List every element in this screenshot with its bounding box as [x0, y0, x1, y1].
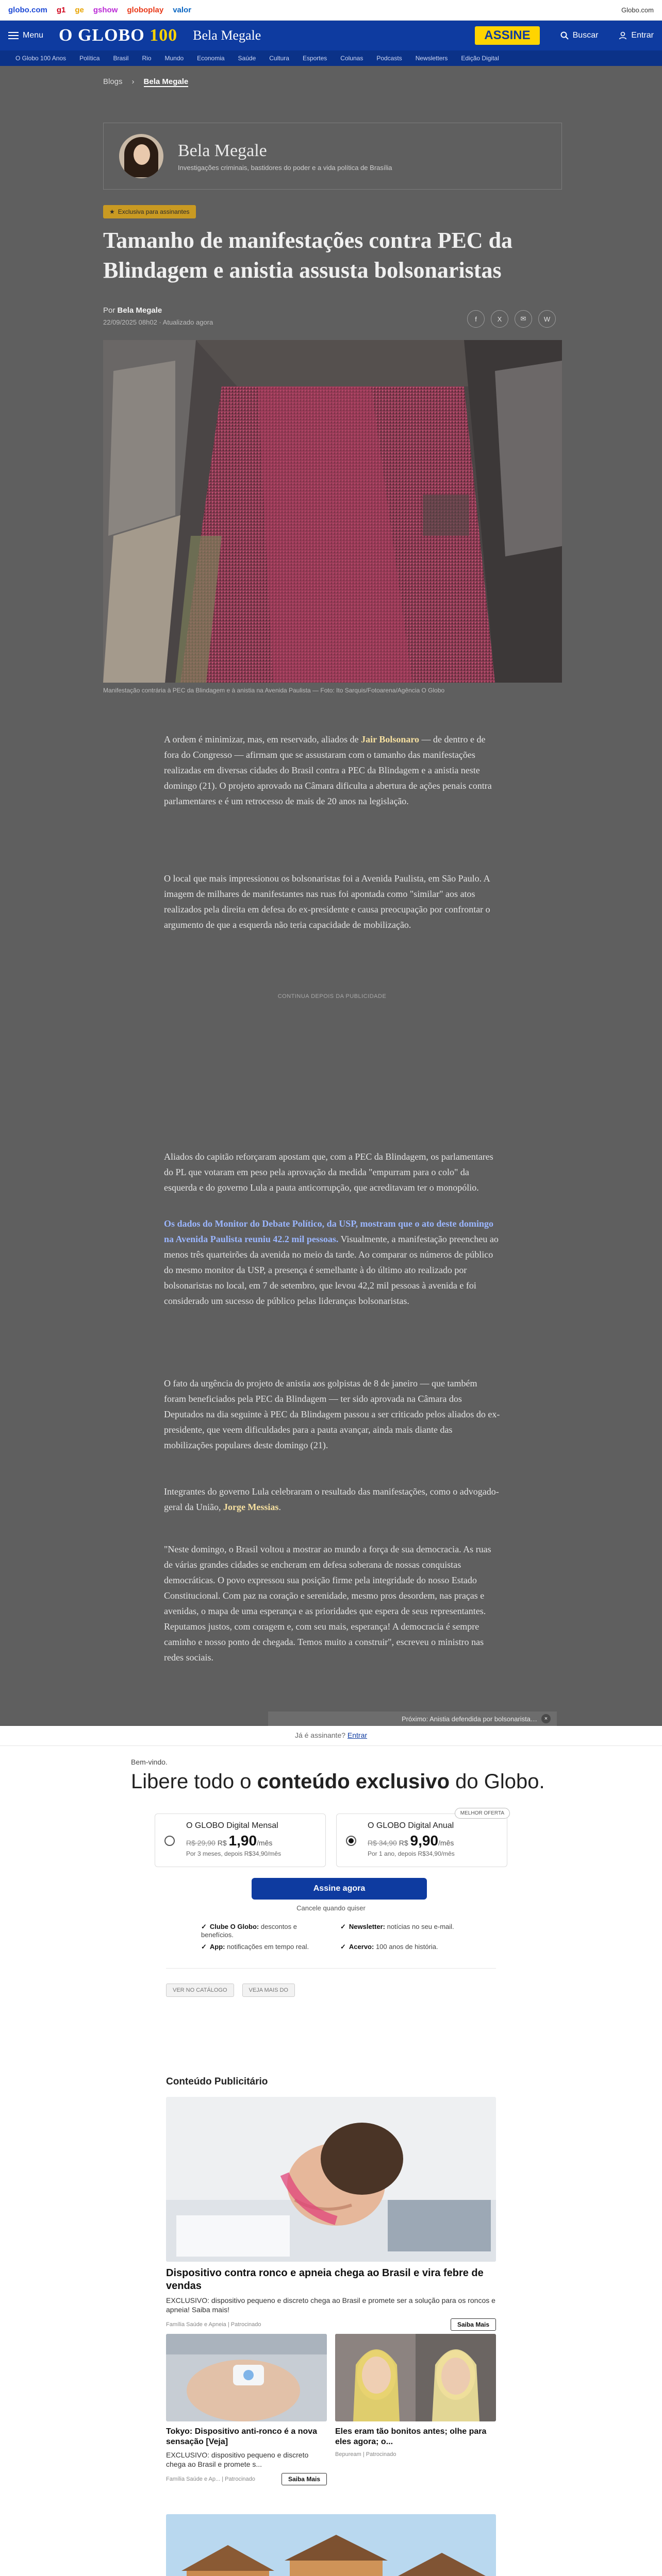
menu-label: Menu — [23, 31, 44, 40]
breadcrumb-current[interactable]: Bela Megale — [143, 77, 189, 86]
benefit-item: ✓ Acervo: 100 anos de história. — [340, 1943, 438, 1951]
nav-item[interactable]: Saúde — [238, 55, 256, 62]
exclusive-badge: ★ Exclusiva para assinantes — [103, 205, 196, 218]
photo-caption: Manifestação contrária à PEC da Blindagem e à anistia na Avenida Paulista — Foto: Ito Sarquis/Fotoarena/Agência O Globo — [103, 687, 445, 694]
cancel-anytime: Cancele quando quiser — [296, 1904, 366, 1912]
subscribe-now-button[interactable]: Assine agora — [252, 1878, 427, 1900]
ad-label: CONTINUA DEPOIS DA PUBLICIDADE — [277, 993, 387, 999]
inline-link[interactable]: Jair Bolsonaro — [361, 734, 420, 744]
promo-description: EXCLUSIVO: dispositivo pequeno e discreto chega ao Brasil e promete ser a solução para os roncos e apneia! Saiba mais! — [166, 2296, 495, 2314]
promo-image — [166, 2514, 496, 2576]
article-paragraph: O local que mais impressionou os bolsonaristas foi a Avenida Paulista, em São Paulo. A imagem de milhares de manifestantes nas ruas foi apontada como "similar" aos atos realizados pela direita em defesa do ex-presidente e causa preocupação por confrontar o argumento de que a esquerda não teria capacidade de mobilização. — [164, 873, 490, 930]
article-paragraph: Aliados do capitão reforçaram apostam que, com a PEC da Blindagem, os parlamentares do PL que votaram em peso pela aprovação da medida "empurram para o colo" da esquerda e do governo Lula a pauta anticorrupção, que acreditavam ter o monopólio. — [164, 1151, 493, 1193]
radio-button-selected[interactable] — [346, 1836, 356, 1846]
plan-price: R$ 34,90 R$ 9,90/mês — [368, 1833, 454, 1849]
promo-title[interactable]: Eles eram tão bonitos antes; olhe para eles agora; o... — [335, 2427, 487, 2446]
whatsapp-icon[interactable]: W — [538, 310, 556, 328]
nav-item[interactable]: Economia — [197, 55, 225, 62]
promo-image — [166, 2334, 327, 2421]
next-article-bar[interactable] — [268, 1711, 557, 1726]
benefit-item: ✓ Newsletter: notícias no seu e-mail. — [340, 1923, 454, 1930]
author-avatar — [119, 134, 163, 178]
net-link-globoplay[interactable]: globoplay — [127, 6, 164, 14]
share-buttons — [467, 310, 556, 328]
promo-description: EXCLUSIVO: dispositivo pequeno e discreto chega ao Brasil e promete s... — [166, 2451, 309, 2468]
login-link[interactable]: Entrar — [347, 1731, 368, 1739]
net-link-valor[interactable]: valor — [173, 6, 192, 14]
breadcrumb-root[interactable]: Blogs — [103, 77, 123, 86]
nav-item[interactable]: Esportes — [302, 55, 327, 62]
facebook-icon[interactable]: f — [467, 310, 485, 328]
article-paragraph: Os dados do Monitor do Debate Político, da USP, mostram que o ato deste domingo na Avenida Paulista reuniu 42.2 mil pessoas. Visualmente, a manifestação preencheu ao menos três quarteirões da avenida no meio da tarde. Ao comparar os números de público do mesmo monitor da USP, a presença é semelhante à do último ato realizado por bolsonaristas no local, em 7 de setembro, que levou 42,2 mil pessoas à avenida e foi considerado um sucesso de público pelas lideranças bolsonaristas. — [164, 1218, 499, 1306]
benefit-item: ✓ Clube O Globo: descontos e benefícios. — [201, 1923, 297, 1939]
best-offer-tag: MELHOR OFERTA — [455, 1808, 510, 1819]
section-title[interactable]: Bela Megale — [193, 28, 261, 43]
promo-title[interactable]: Tokyo: Dispositivo anti-ronco é a nova sensação [Veja] — [166, 2427, 318, 2446]
search-label: Buscar — [572, 31, 599, 40]
email-icon[interactable]: ✉ — [515, 310, 532, 328]
plan-name: O GLOBO Digital Mensal — [186, 1821, 278, 1830]
promo-meta: Bepuream | Patrocinado — [335, 2451, 396, 2458]
catalog-button[interactable]: VER NO CATÁLOGO — [166, 1984, 234, 1997]
benefit-item: ✓ App: notificações em tempo real. — [201, 1943, 309, 1951]
author-name: Bela Megale — [178, 141, 267, 160]
plan-price: R$ 29,90 R$ 1,90/mês — [186, 1833, 273, 1849]
nav-item[interactable]: Cultura — [269, 55, 289, 62]
promo-title[interactable]: Dispositivo contra ronco e apneia chega ao Brasil e vira febre de vendas — [166, 2267, 484, 2292]
search-icon — [560, 31, 569, 40]
account-link[interactable]: Globo.com — [621, 6, 654, 14]
benefits-list — [201, 1923, 469, 1951]
nav-item[interactable]: Brasil — [113, 55, 129, 62]
plan-note: Por 3 meses, depois R$34,90/mês — [186, 1850, 282, 1857]
nav-item[interactable]: Mundo — [164, 55, 184, 62]
search-button[interactable] — [560, 31, 599, 40]
close-icon[interactable]: × — [541, 1714, 551, 1723]
promo-meta: Família Saúde e Ap... | Patrocinado Saiba Mais — [166, 2473, 327, 2485]
network-bar — [0, 0, 662, 21]
x-icon[interactable]: X — [491, 310, 508, 328]
star-icon: ★ — [109, 208, 115, 215]
net-link-ge[interactable]: ge — [75, 6, 84, 14]
plan-note: Por 1 ano, depois R$34,90/mês — [368, 1850, 455, 1857]
site-logo[interactable]: O GLOBO 100 — [59, 26, 178, 45]
small-buttons — [166, 1984, 295, 1997]
learn-more-button[interactable]: Saiba Mais — [282, 2473, 327, 2485]
site-header — [0, 21, 662, 50]
promo-card[interactable] — [335, 2334, 496, 2458]
promo-card[interactable] — [166, 2097, 496, 2331]
inline-link[interactable]: Jorge Messias — [223, 1502, 279, 1512]
check-icon: ✓ — [340, 1923, 346, 1930]
net-link-gshow[interactable]: gshow — [93, 6, 118, 14]
nav-item[interactable]: Política — [79, 55, 100, 62]
divider — [0, 1745, 662, 1746]
nav-item[interactable]: Colunas — [340, 55, 363, 62]
user-icon — [619, 31, 627, 40]
nav-item[interactable]: O Globo 100 Anos — [15, 55, 67, 62]
breadcrumb — [103, 77, 188, 87]
next-article-label: Próximo: Anistia defendida por bolsonarista… — [401, 1715, 537, 1723]
nav-item[interactable]: Newsletters — [415, 55, 448, 62]
breadcrumb-separator: › — [131, 77, 135, 86]
promo-heading: Conteúdo Publicitário — [166, 2076, 268, 2087]
article-headline: Tamanho de manifestações contra PEC da Blindagem e anistia assusta bolsonaristas — [103, 228, 513, 283]
check-icon: ✓ — [340, 1943, 346, 1951]
nav-item[interactable]: Edição Digital — [461, 55, 499, 62]
author-description: Investigações criminais, bastidores do poder e a vida política de Brasília — [178, 163, 392, 172]
article-photo[interactable] — [103, 340, 562, 683]
net-link-g1[interactable]: g1 — [56, 6, 66, 14]
divider — [166, 1968, 496, 1969]
promo-card[interactable] — [166, 2514, 496, 2576]
author-card[interactable] — [103, 123, 562, 190]
plan-monthly[interactable] — [155, 1814, 326, 1867]
already-subscriber: Já é assinante? Entrar — [294, 1731, 368, 1739]
byline: Por Bela Megale — [103, 306, 162, 315]
plan-name: O GLOBO Digital Anual — [368, 1821, 454, 1830]
promo-image — [166, 2097, 496, 2262]
menu-button[interactable] — [8, 31, 43, 40]
radio-button[interactable] — [164, 1836, 175, 1846]
section-nav — [0, 50, 662, 66]
paywall-modal — [0, 1726, 662, 2576]
promo-card[interactable] — [166, 2334, 327, 2485]
see-more-button[interactable]: VEJA MAIS DO — [242, 1984, 295, 1997]
inline-link[interactable]: Os dados do Monitor do Debate Político, da USP, mostram que o ato deste domingo na Avenida Paulista reuniu 42.2 mil pessoas. — [164, 1218, 494, 1244]
check-icon: ✓ — [201, 1923, 207, 1930]
article-paragraph: "Neste domingo, o Brasil voltou a mostrar ao mundo a força de sua democracia. As ruas de várias grandes cidades se encheram em defesa soberana de nossas conquistas democráticas. O povo expressou sua posição firme pela integridade do nosso Estado Constitucional. Com paz na coração e serenidade, mesmo pros desordem, nas praças e avenidas, o mapa de uma esperança e as prioridades que espera de seus representantes. Reputamos justos, com coragem e, com seu mais, esperança! A democracia é sempre caminho e nosso ponto de chegada. Temos muito a construir", escreveu o ministro nas redes sociais. — [164, 1544, 491, 1663]
nav-item[interactable]: Rio — [142, 55, 152, 62]
login-label: Entrar — [631, 31, 654, 40]
paywall-welcome: Bem-vindo. — [131, 1758, 168, 1766]
subscribe-button[interactable]: ASSINE — [475, 26, 539, 45]
article-paragraph: A ordem é minimizar, mas, em reservado, aliados de Jair Bolsonaro — de dentro e de fora do Congresso — afirmam que se assustaram com o tamanho das manifestações realizadas em diversas cidades do Brasil contra a PEC da Blindagem e a anistia neste domingo (21). O projeto aprovado na Câmara dificulta a abertura de ações penais contra parlamentares e é um retrocesso de mais de 20 anos na legislação. — [164, 734, 492, 806]
article-date: 22/09/2025 08h02 · Atualizado agora — [103, 318, 213, 326]
net-link-globo[interactable]: globo.com — [8, 6, 47, 14]
promo-image — [335, 2334, 496, 2421]
article-paragraph: O fato da urgência do projeto de anistia aos golpistas de 8 de janeiro — que também foram beneficiados pela PEC da Blindagem — ter sido aprovada na Câmara dos Deputados na dia seguinte à PEC da Blindagem passou a ser criticado pelos aliados do ex-presidente, que veem dificuldades para a pauta avançar, ainda mais diante das mobilizações populares deste domingo (21). — [164, 1378, 500, 1450]
paywall-title: Libere todo o conteúdo exclusivo do Globo. — [131, 1770, 545, 1793]
promo-meta: Família Saúde e Apneia | Patrocinado Saiba Mais — [166, 2318, 496, 2331]
check-icon: ✓ — [201, 1943, 207, 1951]
nav-item[interactable]: Podcasts — [376, 55, 402, 62]
byline-author[interactable]: Bela Megale — [117, 306, 162, 315]
article-paragraph: Integrantes do governo Lula celebraram o resultado das manifestações, como o advogado-geral da União, Jorge Messias. — [164, 1486, 499, 1512]
plan-annual[interactable] — [336, 1810, 507, 1867]
plan-options — [155, 1810, 507, 1867]
login-button[interactable] — [619, 31, 654, 40]
learn-more-button[interactable]: Saiba Mais — [451, 2318, 496, 2331]
hamburger-icon — [8, 32, 19, 39]
